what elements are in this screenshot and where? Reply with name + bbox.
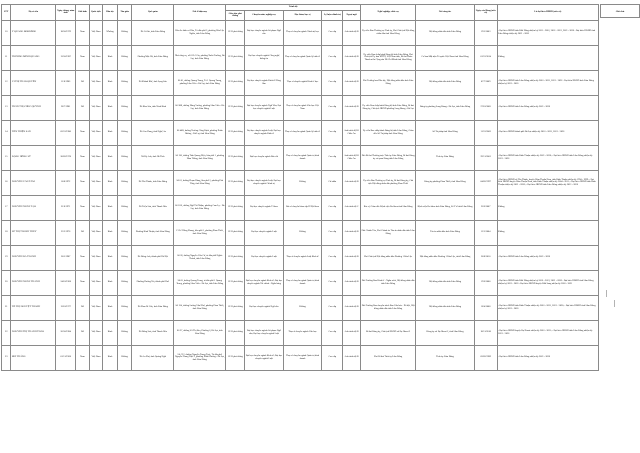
header-language: Ngoại ngữ [343, 10, 361, 20]
table-row [2, 295, 599, 320]
row-politics: Cao cấp [322, 320, 343, 345]
row-politics: Cao cấp [322, 270, 343, 295]
row-name: Y QUANG BOKRÔNG [11, 20, 56, 45]
row-general: 12/12 phổ thông [226, 20, 245, 45]
row-general: 12/12 phổ thông [226, 70, 245, 95]
row-name: BÙI THẮNG [11, 345, 56, 370]
row-degree: Thạc sĩ chuyên ngành Luật Kinh tế [283, 245, 322, 270]
row-politics: Cao cấp [322, 220, 343, 245]
row-general: 12/12 phổ thông [226, 220, 245, 245]
row-specialty: Đại học chuyên ngành Sư phạm Ngữ văn [245, 20, 284, 45]
row-delegate: - Đại biểu HĐND tỉnh Đắk Nông nhiệm kỳ 2011 - 2016, 2016 - 2021, 2021 - 2026 - Đại biểu HĐND tỉnh Lâm Đồng nhiệm kỳ 2021 - 2026 [497, 20, 598, 45]
row-language: Anh trình độ B [343, 320, 361, 345]
row-ethnicity: Kinh [103, 70, 118, 95]
row-language: Anh trình độ B [343, 245, 361, 270]
row-workplace: Tòa án nhân dân tỉnh Lâm Đồng [416, 220, 474, 245]
row-ethnicity: Kinh [103, 95, 118, 120]
row-party-date: 19/5/2003 [474, 20, 497, 45]
row-party-date: 29/11/2001 [474, 145, 497, 170]
header-gender: Giới tính [76, 5, 90, 21]
row-nationality: Việt Nam [89, 220, 103, 245]
header-dob: Ngày, tháng, năm sinh [56, 5, 76, 21]
row-residence: Lô C12, đường Nguyễn Trung Trực, Tổ dân phố Nguyễn Trung Trực 2, phường Xuân Hương - Đà Lạt, tỉnh Lâm Đồng [174, 345, 226, 370]
row-nationality: Việt Nam [89, 295, 103, 320]
row-degree: Thạc sĩ chuyên ngành Văn học [283, 320, 322, 345]
row-stt: 22 [2, 320, 11, 345]
row-religion: Không [117, 170, 132, 195]
row-language: Anh trình độ B1 Châu Âu [343, 120, 361, 145]
row-stt: 21 [2, 295, 11, 320]
row-workplace: Sở Tư pháp tỉnh Lâm Đồng [416, 120, 474, 145]
header-degree: Học hàm, học vị [283, 10, 322, 20]
row-party-date: 11/12/2003 [474, 120, 497, 145]
row-delegate: - Đại biểu HĐND tỉnh Lâm Đồng nhiệm kỳ 2021 - 2026 [497, 95, 598, 120]
row-nationality: Việt Nam [89, 95, 103, 120]
row-specialty: Đại học chuyên ngành Kinh tế; Đại học chuyên ngành Luật [245, 345, 284, 370]
row-hometown: Xã Khánh Khê, tỉnh Lạng Sơn [132, 70, 174, 95]
row-hometown: Xã Cao Dung, tỉnh Nghệ An [132, 120, 174, 145]
row-nationality: Việt Nam [89, 145, 103, 170]
header-ethnicity: Dân tộc [103, 5, 118, 21]
row-ethnicity: Kinh [103, 195, 118, 220]
row-name: NGUYỄN BÁ THANH [11, 245, 56, 270]
row-hometown: Xã Đông Anh, thành phố Hà Nội [132, 245, 174, 270]
row-name: ĐẶNG HỒNG SỸ [11, 145, 56, 170]
row-party-date: 03/02/1989 [474, 345, 497, 370]
row-religion: Không [117, 245, 132, 270]
row-stt: 13 [2, 95, 11, 120]
row-party-date: 04/02/1997 [474, 170, 497, 195]
row-religion: Không [117, 95, 132, 120]
row-delegate: - Đại biểu HĐND huyện Đạ Huoai nhiệm kỳ 2016 - 2021; - Đại biểu HĐND tỉnh Lâm Đồng nhiệm kỳ 2021 - 2026 [497, 320, 598, 345]
row-party-date: 30/8/2010 [474, 245, 497, 270]
row-degree: Thạc sĩ chuyên ngành Văn học Việt Nam [283, 95, 322, 120]
row-dob: 12/01/1977 [56, 295, 76, 320]
row-language: Anh trình độ B1 Châu Âu [343, 145, 361, 170]
row-degree: Thạc sĩ chuyên ngành Chính trị học [283, 20, 322, 45]
row-stt: 19 [2, 245, 11, 270]
row-nationality: Việt Nam [89, 270, 103, 295]
row-residence: Số 40B, đường Trương Công Định, phường Xuân Hương - Đà Lạt, tỉnh Lâm Đồng [174, 120, 226, 145]
row-ethnicity: Kinh [103, 145, 118, 170]
row-politics: Cao cấp [322, 195, 343, 220]
table-row [2, 245, 599, 270]
row-name: NGUYỄN VĂN TÂM [11, 170, 56, 195]
row-workplace: Tỉnh ủy Lâm Đồng [416, 345, 474, 370]
row-job: Ủy viên Ban chấp hành Đảng bộ tỉnh Lâm Đồng, Phó Chủ tịch Ủy ban MTTQ Việt Nam tỉnh, Bí thư Đoàn Thanh niên Cộng sản Hồ Chí Minh tỉnh Lâm Đồng [360, 45, 415, 70]
header-religion: Tôn giáo [117, 5, 132, 21]
row-delegate: - Đại biểu HĐND tỉnh Bình Thuận nhiệm kỳ 2021 - 2026; - Đại biểu HĐND tỉnh Lâm Đồng nhiệm kỳ 2021 - 2026 [497, 145, 598, 170]
row-language: Anh trình độ B [343, 45, 361, 70]
row-hometown: Xã Tân Thành, tỉnh Lâm Đồng [132, 170, 174, 195]
row-degree: Thạc sĩ chuyên ngành Quản trị kinh doanh [283, 270, 322, 295]
row-religion: Không [117, 20, 132, 45]
row-hometown: Phường Mặc Hà, tỉnh Lâm Đồng [132, 45, 174, 70]
row-delegate: - Đại biểu HĐND tỉnh Đắk Nông nhiệm kỳ 2016 - 2021, 2021 - 2026 - Đại biểu HĐND tỉnh Lâm Đồng nhiệm kỳ 2021 - 2026 - Đại biểu HĐND huyện Đắk Song nhiệm kỳ 2016 - 2021 [497, 270, 598, 295]
candidate-table [1, 4, 599, 371]
row-hometown: Xã Kim Sơn, tỉnh Ninh Bình [132, 95, 174, 120]
row-workplace: Tỉnh ủy Lâm Đồng [416, 145, 474, 170]
header-note: Ghi chú [600, 4, 640, 18]
row-specialty: Đại học chuyên ngành Sư phạm Ngữ văn; Đại học chuyên ngành Luật [245, 320, 284, 345]
row-ethnicity: Kinh [103, 320, 118, 345]
table-row [2, 270, 599, 295]
row-language: Anh trình độ B [343, 70, 361, 95]
table-row [2, 120, 599, 145]
row-job: Ủy viên Ban Thường vụ Tỉnh ủy, Bí thư Đảng ủy, Chủ tịch Hội đồng nhân dân phường Phan Thiết [360, 170, 415, 195]
row-delegate: Không [497, 45, 598, 70]
row-gender: Nam [76, 120, 90, 145]
row-politics: Cử nhân [322, 170, 343, 195]
row-religion: Không [117, 70, 132, 95]
row-general: 12/12 phổ thông [226, 145, 245, 170]
row-gender: Nam [76, 145, 90, 170]
row-workplace: Hội đồng nhân dân tỉnh Lâm Đồng [416, 270, 474, 295]
row-general: 12/12 phổ thông [226, 120, 245, 145]
row-dob: 24/01/1968 [56, 270, 76, 295]
row-name: VI THỊ THẢO QUYÊN [11, 70, 56, 95]
table-row [2, 45, 599, 70]
row-gender: Nữ [76, 295, 90, 320]
header-politics: Lý luận chính trị [322, 10, 343, 20]
row-stt: 17 [2, 195, 11, 220]
row-religion: Không [117, 270, 132, 295]
row-party-date: 27/01/2005 [474, 95, 497, 120]
row-residence: Nhà công vụ, số 01 Lê Gia, phường Xuân Trường, Đà Lạt, tỉnh Lâm Đồng [174, 45, 226, 70]
row-specialty: Đại học chuyên ngành Luật [245, 245, 284, 270]
row-workplace: Hội đồng nhân dân Phường 1 Bảo Lộc, tỉnh Lâm Đồng [416, 245, 474, 270]
row-religion: Không [117, 295, 132, 320]
row-politics: Cao cấp [322, 20, 343, 45]
row-stt: 14 [2, 120, 11, 145]
header-stt: STT [2, 5, 11, 21]
row-hometown: Xã Đông Sơn, tỉnh Thanh Hóa [132, 320, 174, 345]
row-general: 12/12 phổ thông [226, 95, 245, 120]
row-party-date: 07/7/2009 [474, 70, 497, 95]
row-politics: Cao cấp [322, 245, 343, 270]
header-job: Nghề nghiệp, chức vụ [360, 5, 415, 21]
row-specialty: Đại học chuyên ngành Luật; Đại học chuyên ngành Kinh tế [245, 120, 284, 145]
header-residence: Nơi ở hiện nay [174, 5, 226, 21]
row-workplace: Bệnh viện Đa khoa tỉnh Lâm Đồng, Sở Y tế tỉnh Lâm Đồng [416, 195, 474, 220]
row-job: Phó Bí thư Thường trực Tỉnh ủy Lâm Đồng, Bí thư Đảng ủy cơ quan Đảng tỉnh Lâm Đồng [360, 145, 415, 170]
row-specialty: Đại học chuyên ngành Công nghệ thông tin [245, 45, 284, 70]
row-gender: Nữ [76, 220, 90, 245]
row-residence: C1 Lê Hồng Phong, khu phố 1, phường Phan Thiết, tỉnh Lâm Đồng [174, 220, 226, 245]
row-residence: Số 134, đường Lương Văn Nhớ, phường Phan Thiết, tỉnh Lâm Đồng [174, 295, 226, 320]
row-degree: Thạc sĩ chuyên ngành Quản trị kinh doanh [283, 345, 322, 370]
row-religion: Không [117, 220, 132, 245]
row-language: Anh trình độ B [343, 295, 361, 320]
row-gender: Nam [76, 270, 90, 295]
row-specialty: Đại học chuyên ngành Kinh tế; Đại học chuyên ngành Tài chính - Ngân hàng [245, 270, 284, 295]
row-gender: Nam [76, 245, 90, 270]
header-hometown: Quê quán [132, 5, 174, 21]
row-general: 12/12 phổ thông [226, 295, 245, 320]
row-degree: Không [283, 170, 322, 195]
row-language: Anh trình độ B [343, 170, 361, 195]
row-nationality: Việt Nam [89, 345, 103, 370]
row-stt: 18 [2, 220, 11, 245]
row-dob: 30/5/1987 [56, 245, 76, 270]
row-language: Anh trình độ B [343, 220, 361, 245]
row-degree: Không [283, 295, 322, 320]
row-specialty: Đại học chuyên ngành Kinh tế Nông lâm [245, 70, 284, 95]
header-nationality: Quốc tịch [89, 5, 103, 21]
row-hometown: Xã Triệu Sơn, tỉnh Thanh Hóa [132, 195, 174, 220]
row-politics: Cao cấp [322, 120, 343, 145]
row-specialty: Đại học chuyên ngành Ngữ văn [245, 295, 284, 320]
row-name: NGUYỄN XUÂN TẠO [11, 195, 56, 220]
row-workplace: Hội đồng nhân dân tỉnh Lâm Đồng [416, 70, 474, 95]
row-hometown: Xã Kỳ Anh, tỉnh Hà Tĩnh [132, 145, 174, 170]
row-dob: 23/3/1976 [56, 220, 76, 245]
row-politics: Cao cấp [322, 45, 343, 70]
table-row [2, 345, 599, 370]
row-residence: Số 130, đường Trần Quang Diệu, khu phố 1, phường Hàm Thắng, tỉnh Lâm Đồng [174, 145, 226, 170]
margin-mark [614, 300, 619, 307]
row-gender: Nữ [76, 70, 90, 95]
row-workplace: Hội đồng nhân dân tỉnh Lâm Đồng [416, 295, 474, 320]
header-delegate: Là đại biểu HĐND (nếu có) [497, 5, 598, 21]
row-hometown: Phường Hương Trà, thành phố Huế [132, 270, 174, 295]
row-specialty: Đại học chuyên ngành Luật [245, 220, 284, 245]
row-dob: 10/8/1972 [56, 170, 76, 195]
row-delegate: - Đại biểu HĐND tỉnh Lâm Đồng nhiệm kỳ 2016 - 2021, 2021 - 2026 - Đại biểu HĐND tỉnh Lâm Đồng nhiệm kỳ 2021 - 2026 [497, 70, 598, 95]
row-name: NGUYỄN THỊ THANH THẢO [11, 320, 56, 345]
row-delegate: Không [497, 220, 598, 245]
row-delegate: Không [497, 195, 598, 220]
row-gender: Nữ [76, 95, 90, 120]
row-job: Phó Trưởng Ban chuyên trách Ban Văn hóa - Xã hội, Hội đồng nhân dân tỉnh Lâm Đồng [360, 295, 415, 320]
row-dob: 11/8/1983 [56, 70, 76, 95]
row-dob: 01/11/1968 [56, 345, 76, 370]
table-row [2, 195, 599, 220]
row-dob: 26/10/1984 [56, 320, 76, 345]
row-residence: Số 30B, đường Hùng Vương, phường Lâm Viên - Đà Lạt, tỉnh Lâm Đồng [174, 95, 226, 120]
row-nationality: Việt Nam [89, 20, 103, 45]
row-general: 12/12 phổ thông [226, 195, 245, 220]
row-gender: Nam [76, 45, 90, 70]
row-party-date: 18/4/2008 [474, 295, 497, 320]
row-nationality: Việt Nam [89, 245, 103, 270]
row-party-date: 26/6/2007 [474, 195, 497, 220]
row-religion: Không [117, 145, 132, 170]
row-job: Ủy viên Ban chấp hành Đảng bộ tỉnh Lâm Đồng, Bí thư Đảng ủy, Chủ tịch HĐND phường Lang Biang - Đà Lạt [360, 95, 415, 120]
header-general: Giáo dục phổ thông [226, 10, 245, 20]
row-delegate: - Đại biểu HĐND tỉnh Lâm Đồng nhiệm kỳ 2021 - 2026 [497, 245, 598, 270]
row-general: 12/12 phổ thông [226, 320, 245, 345]
table-row [2, 320, 599, 345]
row-job: Phó Trưởng ban Dân tộc, Hội đồng nhân dân tỉnh Lâm Đồng [360, 70, 415, 95]
row-workplace: Đảng ủy xã Đạ Huoai 2, tỉnh Lâm Đồng [416, 320, 474, 345]
row-name: TÔ THỊ NGUYỆT THANH [11, 295, 56, 320]
margin-mark [606, 290, 611, 297]
row-workplace: Cơ ban Mặt trận Tổ quốc Việt Nam tỉnh Lâm Đồng [416, 45, 474, 70]
row-degree: Thạc sĩ chuyên ngành Quản lý kinh tế [283, 120, 322, 145]
row-general: 12/12 phổ thông [226, 170, 245, 195]
row-politics: Cao cấp [322, 95, 343, 120]
row-ethnicity: Kinh [103, 245, 118, 270]
header-specialty: Chuyên môn, nghiệp vụ [245, 10, 284, 20]
row-gender: Nam [76, 170, 90, 195]
row-gender: Nam [76, 20, 90, 45]
row-politics: Cao cấp [322, 345, 343, 370]
table-row [2, 220, 599, 245]
row-degree: Thạc sĩ chuyên ngành Kinh tế học [283, 70, 322, 95]
row-stt: 10 [2, 20, 11, 45]
row-job: Ủy viên Ban Thường vụ Tỉnh ủy, Phó Chủ tịch Hội đồng nhân dân tỉnh Lâm Đồng [360, 20, 415, 45]
row-residence: Khu 6c đinh cư Hòa, Tổ dân phố 3, phường Hòa Lộc Nghĩa, tỉnh Lâm Đồng [174, 20, 226, 45]
table-row [2, 70, 599, 95]
row-general: 12/12 phổ thông [226, 270, 245, 295]
row-name: NGUYỄN XUÂN THÀNH [11, 270, 56, 295]
row-stt: 15 [2, 145, 11, 170]
row-ethnicity: Kinh [103, 295, 118, 320]
row-delegate: - Đại biểu HĐND tỉnh Lâm Đồng nhiệm kỳ 2021 - 2026 [497, 345, 598, 370]
row-language: Anh trình độ B [343, 95, 361, 120]
row-religion: Không [117, 120, 132, 145]
row-party-date: 01/12/2014 [474, 45, 497, 70]
row-job: Phó Chủ tịch Hội đồng nhân dân Phường 1 Bảo Lộc [360, 245, 415, 270]
row-gender: Nam [76, 345, 90, 370]
row-stt: 16 [2, 170, 11, 195]
row-dob: 18/10/1979 [56, 20, 76, 45]
row-stt: 23 [2, 345, 11, 370]
header-party-date: Ngày vào Đảng (nếu có) [474, 5, 497, 21]
row-nationality: Việt Nam [89, 320, 103, 345]
row-hometown: Xã Phan Rí Cửa, tỉnh Lâm Đồng [132, 295, 174, 320]
row-delegate: - Đại biểu HĐND xã Tân Thành, huyện Hàm Thuận Nam, tỉnh Bình Thuận nhiệm kỳ 1994 - 1999; - Đại biểu HĐND huyện Hàm Thuận Nam, tỉnh Bình Thuận nhiệm kỳ 2004 - 2011; - Đại biểu HĐND tỉnh Bình Thuận nhiệm kỳ 2021 - 2026; - Đại biểu HĐND tỉnh Lâm Đồng nhiệm kỳ 2021 - 2026 [497, 170, 598, 195]
row-delegate: - Đại biểu HĐND thành phố Đà Lạt nhiệm kỳ 2016 - 2021, 2021 - 2026 [497, 120, 598, 145]
row-stt: 12 [2, 70, 11, 95]
row-general: 12/12 phổ thông [226, 45, 245, 70]
header-level: Trình độ [226, 5, 361, 11]
row-residence: Số 01, đường Phạm Hùng, khu phố 2, phường Phú Thủy, tỉnh Lâm Đồng [174, 170, 226, 195]
row-language: Anh trình độ C [343, 195, 361, 220]
header-name: Họ và tên [11, 5, 56, 21]
row-dob: 13/10/1987 [56, 45, 76, 70]
row-ethnicity: M'nông [103, 20, 118, 45]
row-general: 12/12 phổ thông [226, 245, 245, 270]
row-language: Anh trình độ B [343, 270, 361, 295]
row-dob: 28/7/1981 [56, 95, 76, 120]
row-dob: 20/02/1978 [56, 145, 76, 170]
row-general: 12/12 phổ thông [226, 345, 245, 370]
row-specialty: Đại học chuyên ngành Báo chí [245, 145, 284, 170]
row-party-date: 12/5/2004 [474, 220, 497, 245]
row-residence: Số 16/6, đường Ngô Thì Nhậm, phường Cam Ly - Đà Lạt, tỉnh Lâm Đồng [174, 195, 226, 220]
row-workplace: Đảng ủy phường Lang Biang - Đà Lạt, tỉnh Lâm Đồng [416, 95, 474, 120]
row-nationality: Việt Nam [89, 195, 103, 220]
row-degree: Thạc sĩ chuyên ngành Quản lý kinh tế [283, 45, 322, 70]
row-politics: Cao cấp [322, 295, 343, 320]
row-specialty: Đại học chuyên ngành Y khoa [245, 195, 284, 220]
row-workplace: Hội đồng nhân dân tỉnh Lâm Đồng [416, 20, 474, 45]
row-ethnicity: Kinh [103, 120, 118, 145]
row-stt: 20 [2, 270, 11, 295]
row-language: Anh trình độ B [343, 20, 361, 45]
row-religion: Không [117, 45, 132, 70]
table-row [2, 145, 599, 170]
header-workplace: Nơi công tác [416, 5, 474, 21]
row-name: TRƯƠNG MINH QUANG [11, 45, 56, 70]
row-religion: Không [117, 345, 132, 370]
row-dob: 02/12/1980 [56, 120, 76, 145]
table-row [2, 95, 599, 120]
row-nationality: Việt Nam [89, 45, 103, 70]
row-stt: 11 [2, 45, 11, 70]
row-residence: Số 27, đường Võ Thị Sáu, Phường 6, Đà Lạt, tỉnh Lâm Đồng [174, 320, 226, 345]
row-residence: Số 01, đường Quang Trung, Tổ 1 Quang Trung, phường Lâm Viên - Đà Lạt, tỉnh Lâm Đồng [174, 70, 226, 95]
row-nationality: Việt Nam [89, 70, 103, 95]
row-ethnicity: Kinh [103, 220, 118, 245]
row-job: Phó Trưởng Ban Kinh tế - Ngân sách, Hội đồng nhân dân tỉnh Lâm Đồng [360, 270, 415, 295]
row-party-date: 18/11/2010 [474, 320, 497, 345]
row-politics: Cao cấp [322, 70, 343, 95]
row-hometown: Xã Cư Jút, tỉnh Lâm Đồng [132, 20, 174, 45]
row-job: Phó Chánh Tòa, Phó Chánh án Tòa án nhân dân tỉnh Lâm Đồng [360, 220, 415, 245]
row-nationality: Việt Nam [89, 170, 103, 195]
row-gender: Nữ [76, 320, 90, 345]
row-name: LÊ THỊ THANH THÙY [11, 220, 56, 245]
row-residence: Số 05, đường Quang Trung, tổ dân phố 1 Quang Trung, phường Lâm Viên - Đà Lạt, tỉnh Lâm Đồng [174, 270, 226, 295]
row-hometown: Phường Bình Thuận, tỉnh Lâm Đồng [132, 220, 174, 245]
row-name: TÔN THIỆN SAN [11, 120, 56, 145]
row-gender: Nam [76, 195, 90, 220]
row-ethnicity: Kinh [103, 270, 118, 295]
row-degree: Thạc sĩ chuyên ngành Quản trị kinh doanh [283, 145, 322, 170]
row-party-date: 19/6/2000 [474, 270, 497, 295]
row-degree: Bác sĩ chuyên khoa cấp II Nội khoa [283, 195, 322, 220]
table-row [2, 20, 599, 45]
row-ethnicity: Kinh [103, 45, 118, 70]
row-politics: Cao cấp [322, 145, 343, 170]
row-religion: Không [117, 320, 132, 345]
row-dob: 31/8/1971 [56, 195, 76, 220]
table-row [2, 170, 599, 195]
row-delegate: - Đại biểu HĐND tỉnh Bình Thuận nhiệm kỳ 2016 - 2021, 2021 - 2026; - Đại biểu HĐND tỉnh Lâm Đồng nhiệm kỳ 2021 - 2026 [497, 295, 598, 320]
row-residence: Số 20, đường Nguyễn Văn Cừ, tổ dân phố Nghĩa Thành, tỉnh Lâm Đồng [174, 245, 226, 270]
row-workplace: Đảng ủy phường Phan Thiết, tỉnh Lâm Đồng [416, 170, 474, 195]
row-specialty: Đại học chuyên ngành Luật; Đại học chuyên ngành Chính trị [245, 170, 284, 195]
table-body [2, 20, 599, 370]
row-nationality: Việt Nam [89, 120, 103, 145]
row-hometown: Xã An Phú, tỉnh Quảng Ngãi [132, 345, 174, 370]
row-name: TRẦN THỊ CHÚC QUỲNH [11, 95, 56, 120]
row-job: Bác sĩ, Giám đốc Bệnh viện Đa khoa tỉnh Lâm Đồng [360, 195, 415, 220]
row-specialty: Đại học chuyên ngành Ngữ Văn; Đại học chuyên ngành Luật [245, 95, 284, 120]
row-job: Ủy viên Ban chấp hành Đảng bộ tỉnh Lâm Đồng, Giám đốc Sở Tư pháp tỉnh Lâm Đồng [360, 120, 415, 145]
row-ethnicity: Kinh [103, 345, 118, 370]
row-religion: Không [117, 195, 132, 220]
row-job: Bí thư Đảng ủy, Chủ tịch HĐND xã Đạ Huoai 2 [360, 320, 415, 345]
row-ethnicity: Kinh [103, 170, 118, 195]
row-language: Anh trình độ B [343, 345, 361, 370]
row-job: Phó Bí thư Tỉnh ủy Lâm Đồng [360, 345, 415, 370]
row-degree: Không [283, 220, 322, 245]
